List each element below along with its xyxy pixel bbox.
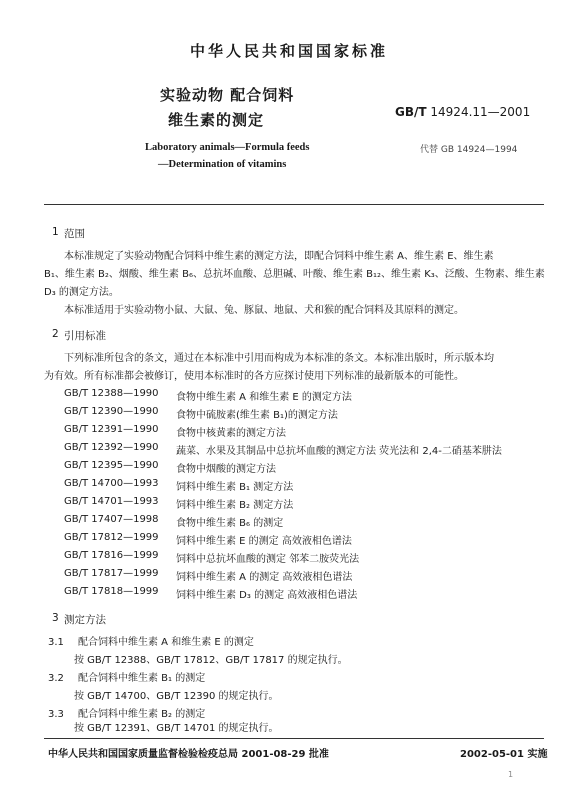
subsection-3-1-title: 配合饲料中维生素 A 和维生素 E 的测定 (78, 637, 254, 648)
ref-code: GB/T 12391—1990 (64, 424, 159, 435)
ref-title: 饲料中维生素 D₃ 的测定 高效液相色谱法 (176, 590, 358, 601)
english-title-line1: Laboratory animals—Formula feeds (145, 142, 310, 153)
ref-title: 蔬菜、水果及其制品中总抗坏血酸的测定方法 荧光法和 2,4-二硝基苯肼法 (176, 446, 502, 457)
subsection-3-2-text: 按 GB/T 14700、GB/T 12390 的规定执行。 (74, 691, 279, 702)
ref-title: 食物中烟酸的测定方法 (176, 464, 276, 475)
ref-title: 饲料中维生素 B₁ 测定方法 (176, 482, 294, 493)
ref-code: GB/T 17812—1999 (64, 532, 159, 543)
approval-statement: 中华人民共和国国家质量监督检验检疫总局 2001-08-29 批准 (48, 749, 329, 760)
standard-title-line2: 维生素的测定 (168, 111, 265, 129)
ref-code: GB/T 12390—1990 (64, 406, 159, 417)
subsection-3-2-title: 配合饲料中维生素 B₁ 的测定 (78, 673, 206, 684)
standard-code-prefix: GB/T (395, 105, 427, 119)
ref-code: GB/T 14701—1993 (64, 496, 159, 507)
ref-title: 饲料中总抗坏血酸的测定 邻苯二胺荧光法 (176, 554, 360, 565)
section-1-para2: 本标准适用于实验动物小鼠、大鼠、兔、豚鼠、地鼠、犬和猴的配合饲料及其原料的测定。 (64, 305, 464, 316)
section-1-number: 1 (52, 226, 59, 238)
ref-title: 食物中核黄素的测定方法 (176, 428, 286, 439)
ref-title: 饲料中维生素 E 的测定 高效液相色谱法 (176, 536, 352, 547)
header-divider (44, 204, 544, 205)
section-2-intro-line1: 下列标准所包含的条文，通过在本标准中引用而构成为本标准的条文。本标准出版时，所示版本均 (64, 353, 494, 364)
english-title-line2: —Determination of vitamins (158, 159, 287, 170)
standard-code-number: 14924.11—2001 (430, 105, 531, 119)
section-1-para1-line2: B₁、维生素 B₂、烟酸、维生素 B₆、总抗坏血酸、总胆碱、叶酸、维生素 B₁₂、维生素 K₃、泛酸、生物素、维生素 (44, 269, 545, 280)
ref-title: 饲料中维生素 B₂ 测定方法 (176, 500, 294, 511)
section-3-number: 3 (52, 612, 59, 624)
section-2-title: 引用标准 (64, 330, 106, 342)
subsection-3-3-number: 3.3 (48, 709, 64, 720)
replaces-note: 代替 GB 14924—1994 (420, 145, 518, 155)
subsection-3-1-number: 3.1 (48, 637, 64, 648)
ref-code: GB/T 17816—1999 (64, 550, 159, 561)
page-number: 1 (508, 770, 514, 779)
section-3-title: 测定方法 (64, 614, 106, 626)
implementation-date: 2002-05-01 实施 (460, 749, 548, 760)
subsection-3-3-title: 配合饲料中维生素 B₂ 的测定 (78, 709, 206, 720)
ref-title: 饲料中维生素 A 的测定 高效液相色谱法 (176, 572, 353, 583)
ref-code: GB/T 14700—1993 (64, 478, 159, 489)
ref-title: 食物中维生素 A 和维生素 E 的测定方法 (176, 392, 352, 403)
ref-title: 食物中维生素 B₆ 的测定 (176, 518, 284, 529)
ref-code: GB/T 12388—1990 (64, 388, 159, 399)
section-1-para1-line1: 本标准规定了实验动物配合饲料中维生素的测定方法，即配合饲料中维生素 A、维生素 E、维生素 (64, 251, 494, 262)
ref-code: GB/T 12392—1990 (64, 442, 159, 453)
ref-code: GB/T 17407—1998 (64, 514, 159, 525)
section-2-number: 2 (52, 328, 59, 340)
footer-divider (44, 738, 544, 739)
subsection-3-2-number: 3.2 (48, 673, 64, 684)
ref-code: GB/T 17818—1999 (64, 586, 159, 597)
ref-title: 食物中硫胺素(维生素 B₁)的测定方法 (176, 410, 338, 421)
section-1-title: 范围 (64, 228, 85, 240)
standard-code (395, 105, 530, 119)
ref-code: GB/T 17817—1999 (64, 568, 159, 579)
section-2-intro-line2: 为有效。所有标准都会被修订，使用本标准时的各方应探讨使用下列标准的最新版本的可能性。 (44, 371, 464, 382)
subsection-3-3-text: 按 GB/T 12391、GB/T 14701 的规定执行。 (74, 723, 279, 734)
section-1-para1-line3: D₃ 的测定方法。 (44, 287, 119, 298)
subsection-3-1-text: 按 GB/T 12388、GB/T 17812、GB/T 17817 的规定执行。 (74, 655, 348, 666)
national-standard-heading: 中华人民共和国国家标准 (189, 42, 388, 60)
ref-code: GB/T 12395—1990 (64, 460, 159, 471)
standard-title-line1: 实验动物 配合饲料 (160, 86, 295, 104)
